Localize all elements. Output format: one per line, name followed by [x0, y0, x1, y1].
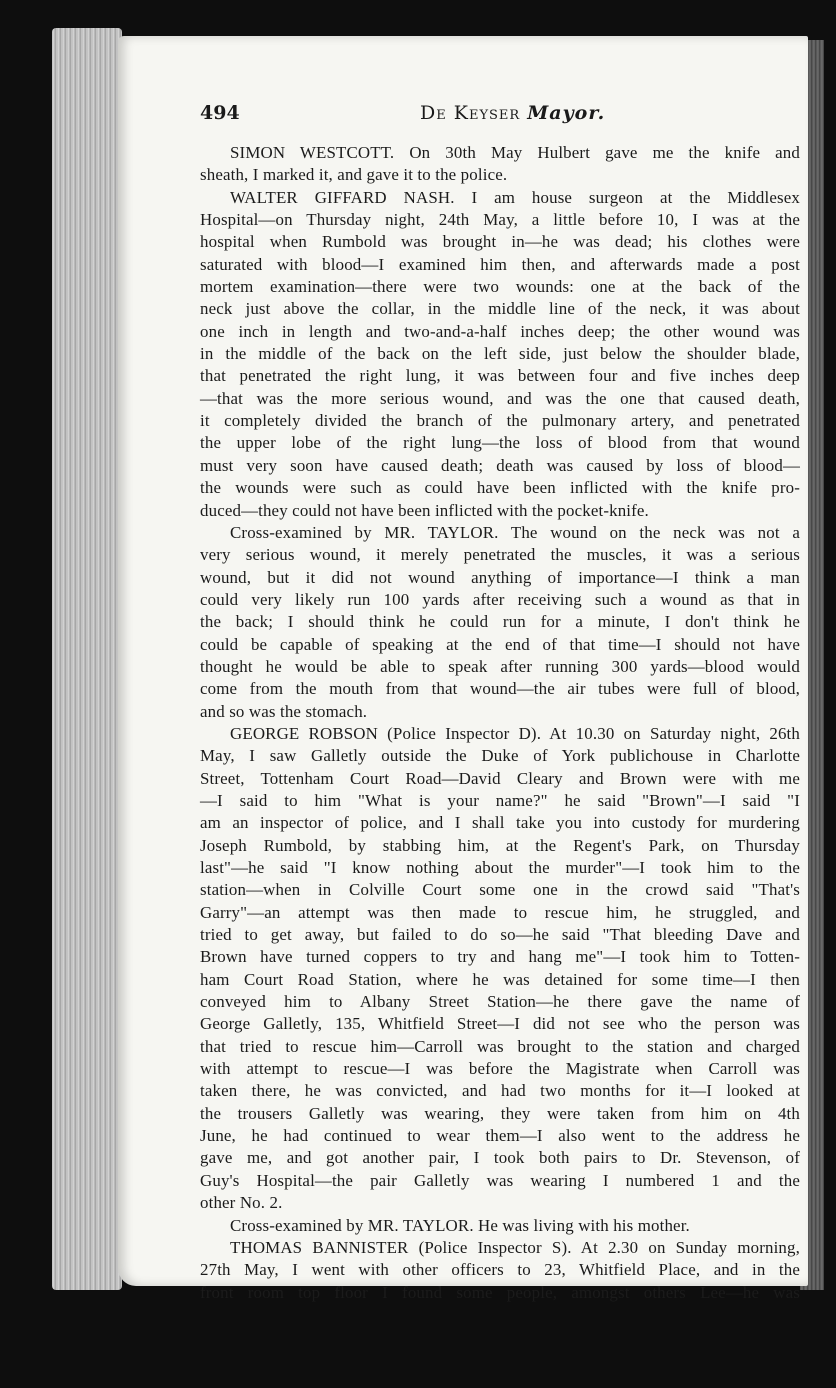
text-line: Brown have turned coppers to try and hang me"—I took him to Totten-: [200, 947, 800, 967]
text-line: gave me, and got another pair, I took both pairs to Dr. Stevenson, of: [200, 1148, 800, 1168]
page-header: [200, 102, 800, 130]
text-line: 27th May, I went with other officers to 23, Whitfield Place, and in the: [200, 1260, 800, 1280]
text-line: front room top floor I found some people, amongst others Lee—he was: [200, 1282, 800, 1302]
text-line: SIMON WESTCOTT. On 30th May Hulbert gave me the knife and: [230, 143, 800, 162]
text-line: GEORGE ROBSON (Police Inspector D). At 10.30 on Saturday night, 26th: [230, 723, 800, 743]
text-line: conveyed him to Albany Street Station—he there gave the name of: [200, 992, 800, 1012]
text-line: that penetrated the right lung, it was between four and five inches deep: [200, 366, 800, 386]
text-line: come from the mouth from that wound—the air tubes were full of blood,: [200, 679, 800, 699]
text-line: could be capable of speaking at the end of that time—I should not have: [200, 634, 800, 654]
text-line: station—when in Colville Court some one in the crowd said "That's: [200, 880, 800, 900]
text-line: the trousers Galletly was wearing, they were taken from him on 4th: [200, 1103, 800, 1123]
text-line: THOMAS BANNISTER (Police Inspector S). At 2.30 on Sunday morning,: [230, 1237, 800, 1257]
text-line: it completely divided the branch of the pulmonary artery, and penetrated: [200, 411, 800, 431]
text-line: could very likely run 100 yards after receiving such a wound as that in: [200, 589, 800, 609]
text-line: hospital when Rumbold was brought in—he was dead; his clothes were: [200, 232, 800, 252]
text-line: neck just above the collar, in the middle line of the neck, it was about: [200, 299, 800, 319]
text-line: am an inspector of police, and I shall take you into custody for murdering: [200, 813, 800, 833]
running-head-role: Mayor.: [527, 102, 606, 124]
book-page-edges: [52, 28, 122, 1290]
text-line: Cross-examined by MR. TAYLOR. He was living with his mother.: [230, 1215, 690, 1235]
text-line: June, he had continued to wear them—I also went to the address he: [200, 1126, 800, 1146]
text-line: sheath, I marked it, and gave it to the police.: [200, 165, 508, 185]
text-line: Garry"—an attempt was then made to rescue him, he struggled, and: [200, 902, 800, 922]
page-number: 494: [200, 102, 240, 124]
text-line: WALTER GIFFARD NASH. I am house surgeon at the Middlesex: [230, 187, 800, 207]
text-line: George Galletly, 135, Whitfield Street—I did not see who the person was: [200, 1014, 800, 1034]
text-line: and so was the stomach.: [200, 701, 368, 721]
text-line: very serious wound, it merely penetrated the muscles, it was a serious: [200, 545, 800, 565]
text-line: Cross-examined by MR. TAYLOR. The wound on the neck was not a: [230, 522, 800, 542]
text-line: —I said to him "What is your name?" he said "Brown"—I said "I: [200, 790, 800, 810]
running-head-name: De Keyser: [420, 102, 521, 124]
running-head: [420, 102, 605, 124]
text-line: Guy's Hospital—the pair Galletly was wearing I numbered 1 and the: [200, 1170, 800, 1190]
text-line: with attempt to rescue—I was before the Magistrate when Carroll was: [200, 1059, 800, 1079]
text-line: taken there, he was convicted, and had two months for it—I looked at: [200, 1081, 800, 1101]
book-page: [118, 36, 808, 1302]
text-line: saturated with blood—I examined him then, and afterwards made a post: [200, 254, 800, 274]
text-line: Joseph Rumbold, by stabbing him, at the Regent's Park, on Thursday: [200, 835, 800, 855]
text-line: thought he would be able to speak after running 300 yards—blood would: [200, 656, 800, 676]
text-line: the upper lobe of the right lung—the loss of blood from that wound: [200, 433, 800, 453]
body-text: [200, 142, 800, 1304]
text-line: the back; I should think he could run for a minute, I don't think he: [200, 612, 800, 632]
text-line: duced—they could not have been inflicted with the pocket-knife.: [200, 500, 649, 520]
text-line: in the middle of the back on the left side, just below the shoulder blade,: [200, 344, 800, 364]
text-line: ham Court Road Station, where he was detained for some time—I then: [200, 969, 800, 989]
text-line: one inch in length and two-and-a-half inches deep; the other wound was: [200, 321, 800, 341]
text-line: must very soon have caused death; death was caused by loss of blood—: [200, 455, 800, 475]
text-line: Hospital—on Thursday night, 24th May, a little before 10, I was at the: [200, 210, 800, 230]
text-line: mortem examination—there were two wounds: one at the back of the: [200, 277, 800, 297]
text-line: the wounds were such as could have been inflicted with the knife pro-: [200, 478, 800, 498]
text-line: —that was the more serious wound, and was the one that caused death,: [200, 388, 800, 408]
text-line: May, I saw Galletly outside the Duke of York publichouse in Charlotte: [200, 746, 800, 766]
text-line: other No. 2.: [200, 1193, 283, 1213]
text-line: wound, but it did not wound anything of importance—I think a man: [200, 567, 800, 587]
text-line: Street, Tottenham Court Road—David Cleary and Brown were with me: [200, 768, 800, 788]
text-line: tried to get away, but failed to do so—he said "That bleeding Dave and: [200, 925, 800, 945]
text-line: that tried to rescue him—Carroll was brought to the station and charged: [200, 1036, 800, 1056]
text-line: last"—he said "I know nothing about the murder"—I took him to the: [200, 858, 800, 877]
